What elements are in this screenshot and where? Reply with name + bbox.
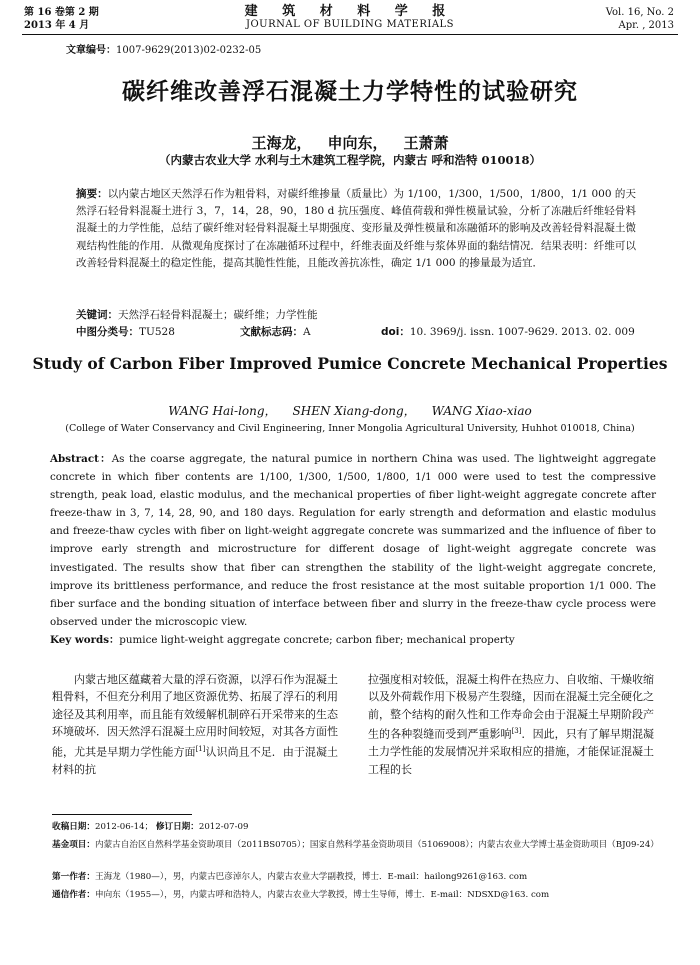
author-2-zh: 申向东， bbox=[327, 134, 388, 152]
article-number: 文章编号：1007-9629(2013)02-0232-05 bbox=[66, 45, 262, 56]
footnote-funding: 基金项目：内蒙古自治区自然科学基金资助项目（2011BS0705）；国家自然科学基金资助项目（51069008）；内蒙古农业大学博士基金资助项目（BJ09-24） bbox=[52, 840, 659, 850]
body-column-left: 内蒙古地区蕴藏着大量的浮石资源，以浮石作为混凝土粗骨料，不但充分利用了地区资源优势、拓展了浮石的利用途径及其利用率，而且能有效缓解机制碎石开采带来的生态环境破坏．因天然浮石混凝土应用时间较短，对其各方面性能，尤其是早期力学性能方面[1]认识尚且不足．由于混凝土材料的抗 bbox=[52, 673, 339, 776]
citation-3[interactable]: [3] bbox=[511, 727, 522, 736]
citation-1[interactable]: [1] bbox=[195, 744, 206, 753]
keywords-en: Key words：pumice light-weight aggregate concrete; carbon fiber; mechanical property bbox=[50, 634, 515, 646]
abstract-en-label: Abstract： bbox=[50, 453, 112, 465]
volume-issue-zh: 第 16 卷第 2 期 bbox=[24, 7, 99, 18]
authors-zh bbox=[0, 132, 700, 153]
title-en: Study of Carbon Fiber Improved Pumice Concrete Mechanical Properties bbox=[32, 354, 668, 373]
footnote-dates: 收稿日期：2012-06-14； 修订日期：2012-07-09 bbox=[52, 822, 249, 832]
journal-name-zh: 建 筑 材 料 学 报 bbox=[244, 4, 456, 19]
abstract-en bbox=[50, 450, 656, 631]
date-en: Apr. , 2013 bbox=[618, 20, 674, 31]
abstract-zh-label: 摘要： bbox=[76, 188, 108, 200]
authors-en bbox=[0, 402, 700, 419]
title-zh: 碳纤维改善浮石混凝土力学特性的试验研究 bbox=[122, 79, 578, 105]
affiliation-zh: （内蒙古农业大学 水利与土木建筑工程学院，内蒙古 呼和浩特 010018） bbox=[158, 153, 542, 167]
author-3-zh: 王萧萧 bbox=[403, 134, 449, 152]
abstract-zh bbox=[76, 186, 636, 272]
document-code: 文献标志码：A bbox=[240, 326, 311, 338]
footnote-divider bbox=[52, 814, 192, 815]
footnote-first-author: 第一作者：王海龙（1980—），男，内蒙古巴彦淖尔人，内蒙古农业大学副教授，博士．E-mail：hailong9261@163. com bbox=[52, 872, 528, 882]
doi: doi：10. 3969/j. issn. 1007-9629. 2013. 02. 009 bbox=[381, 326, 635, 338]
abstract-en-text: As the coarse aggregate, the natural pumice in northern China was used. The lightweight aggregate concrete in which fiber contents are 1/100, 1/300, 1/500, 1/800, 1/1 000 were used to test the compressive strength, peak load, elastic modulus, and the mechanical properties of fiber light-weight aggregate concrete after freeze-thaw in 3, 7, 14, 28, 90, and 180 days. Regulation for early strength and deformation and elastic modulus and freeze-thaw cycles with fiber on light-weight aggregate concrete was summarized and the influence of fiber to improve early strength and microstructure for different dosage of light-weight aggregate concrete was investigated. The results show that fiber can strengthen the stability of the light-weight aggregate concrete, improve its brittleness performance, and reduce the frost resistance at the most suitable proportion 1/1 000. The fiber surface and the bonding situation of interface between fiber and slurry in the freeze-thaw cycle process were observed under the microscopic view. bbox=[50, 453, 656, 628]
abstract-zh-text: 以内蒙古地区天然浮石作为粗骨料，对碳纤维掺量（质量比）为 1/100，1/300，1/500，1/800，1/1 000 的天然浮石轻骨料混凝土进行 3，7，14，28，90，180 d 抗压强度、峰值荷载和弹性模量试验，分析了冻融后纤维轻骨料混凝土的力学性能，总结了碳纤维对轻骨料混凝土早期强度、变形量及弹性模量和冻融循环的影响及改善轻骨料混凝土微观结构性能的作用．从微观角度探讨了在冻融循环过程中，纤维表面及纤维与浆体界面的黏结情况．结果表明：纤维可以改善轻骨料混凝土的稳定性能，提高其脆性性能，且能改善抗冻性，确定 1/1 000 的掺量最为适宜． bbox=[76, 188, 636, 269]
date-zh: 2013 年 4 月 bbox=[24, 20, 90, 31]
classification-line bbox=[76, 324, 636, 339]
affiliation-en: (College of Water Conservancy and Civil Engineering, Inner Mongolia Agricultural University, Huhhot 010018, China) bbox=[65, 423, 635, 434]
author-1-en: WANG Hai-long， bbox=[168, 404, 277, 418]
keywords-zh: 关键词：天然浮石轻骨料混凝土；碳纤维；力学性能 bbox=[76, 309, 318, 321]
footnote-corresponding-author: 通信作者：申向东（1955—），男，内蒙古呼和浩特人，内蒙古农业大学教授，博士生导师，博士．E-mail：NDSXD@163. com bbox=[52, 890, 550, 900]
header-center bbox=[0, 4, 700, 31]
header-right bbox=[606, 6, 674, 32]
header-divider bbox=[22, 34, 678, 35]
author-2-en: SHEN Xiang-dong， bbox=[292, 404, 416, 418]
author-3-en: WANG Xiao-xiao bbox=[431, 404, 532, 418]
journal-name-en: JOURNAL OF BUILDING MATERIALS bbox=[245, 19, 455, 30]
clc-number: 中图分类号：TU528 bbox=[76, 326, 175, 338]
author-1-zh: 王海龙， bbox=[251, 134, 312, 152]
volume-issue-en: Vol. 16, No. 2 bbox=[605, 7, 674, 18]
body-column-right: 拉强度相对较低，混凝土构件在热应力、自收缩、干燥收缩以及外荷载作用下极易产生裂缝，因而在混凝土完全硬化之前，整个结构的耐久性和工作寿命会由于混凝土早期阶段产生的各种裂缝而受到严重影响[3]．因此，只有了解早期混凝土力学性能的发展情况并采取相应的措施，才能保证混凝土工程的长 bbox=[368, 673, 655, 776]
